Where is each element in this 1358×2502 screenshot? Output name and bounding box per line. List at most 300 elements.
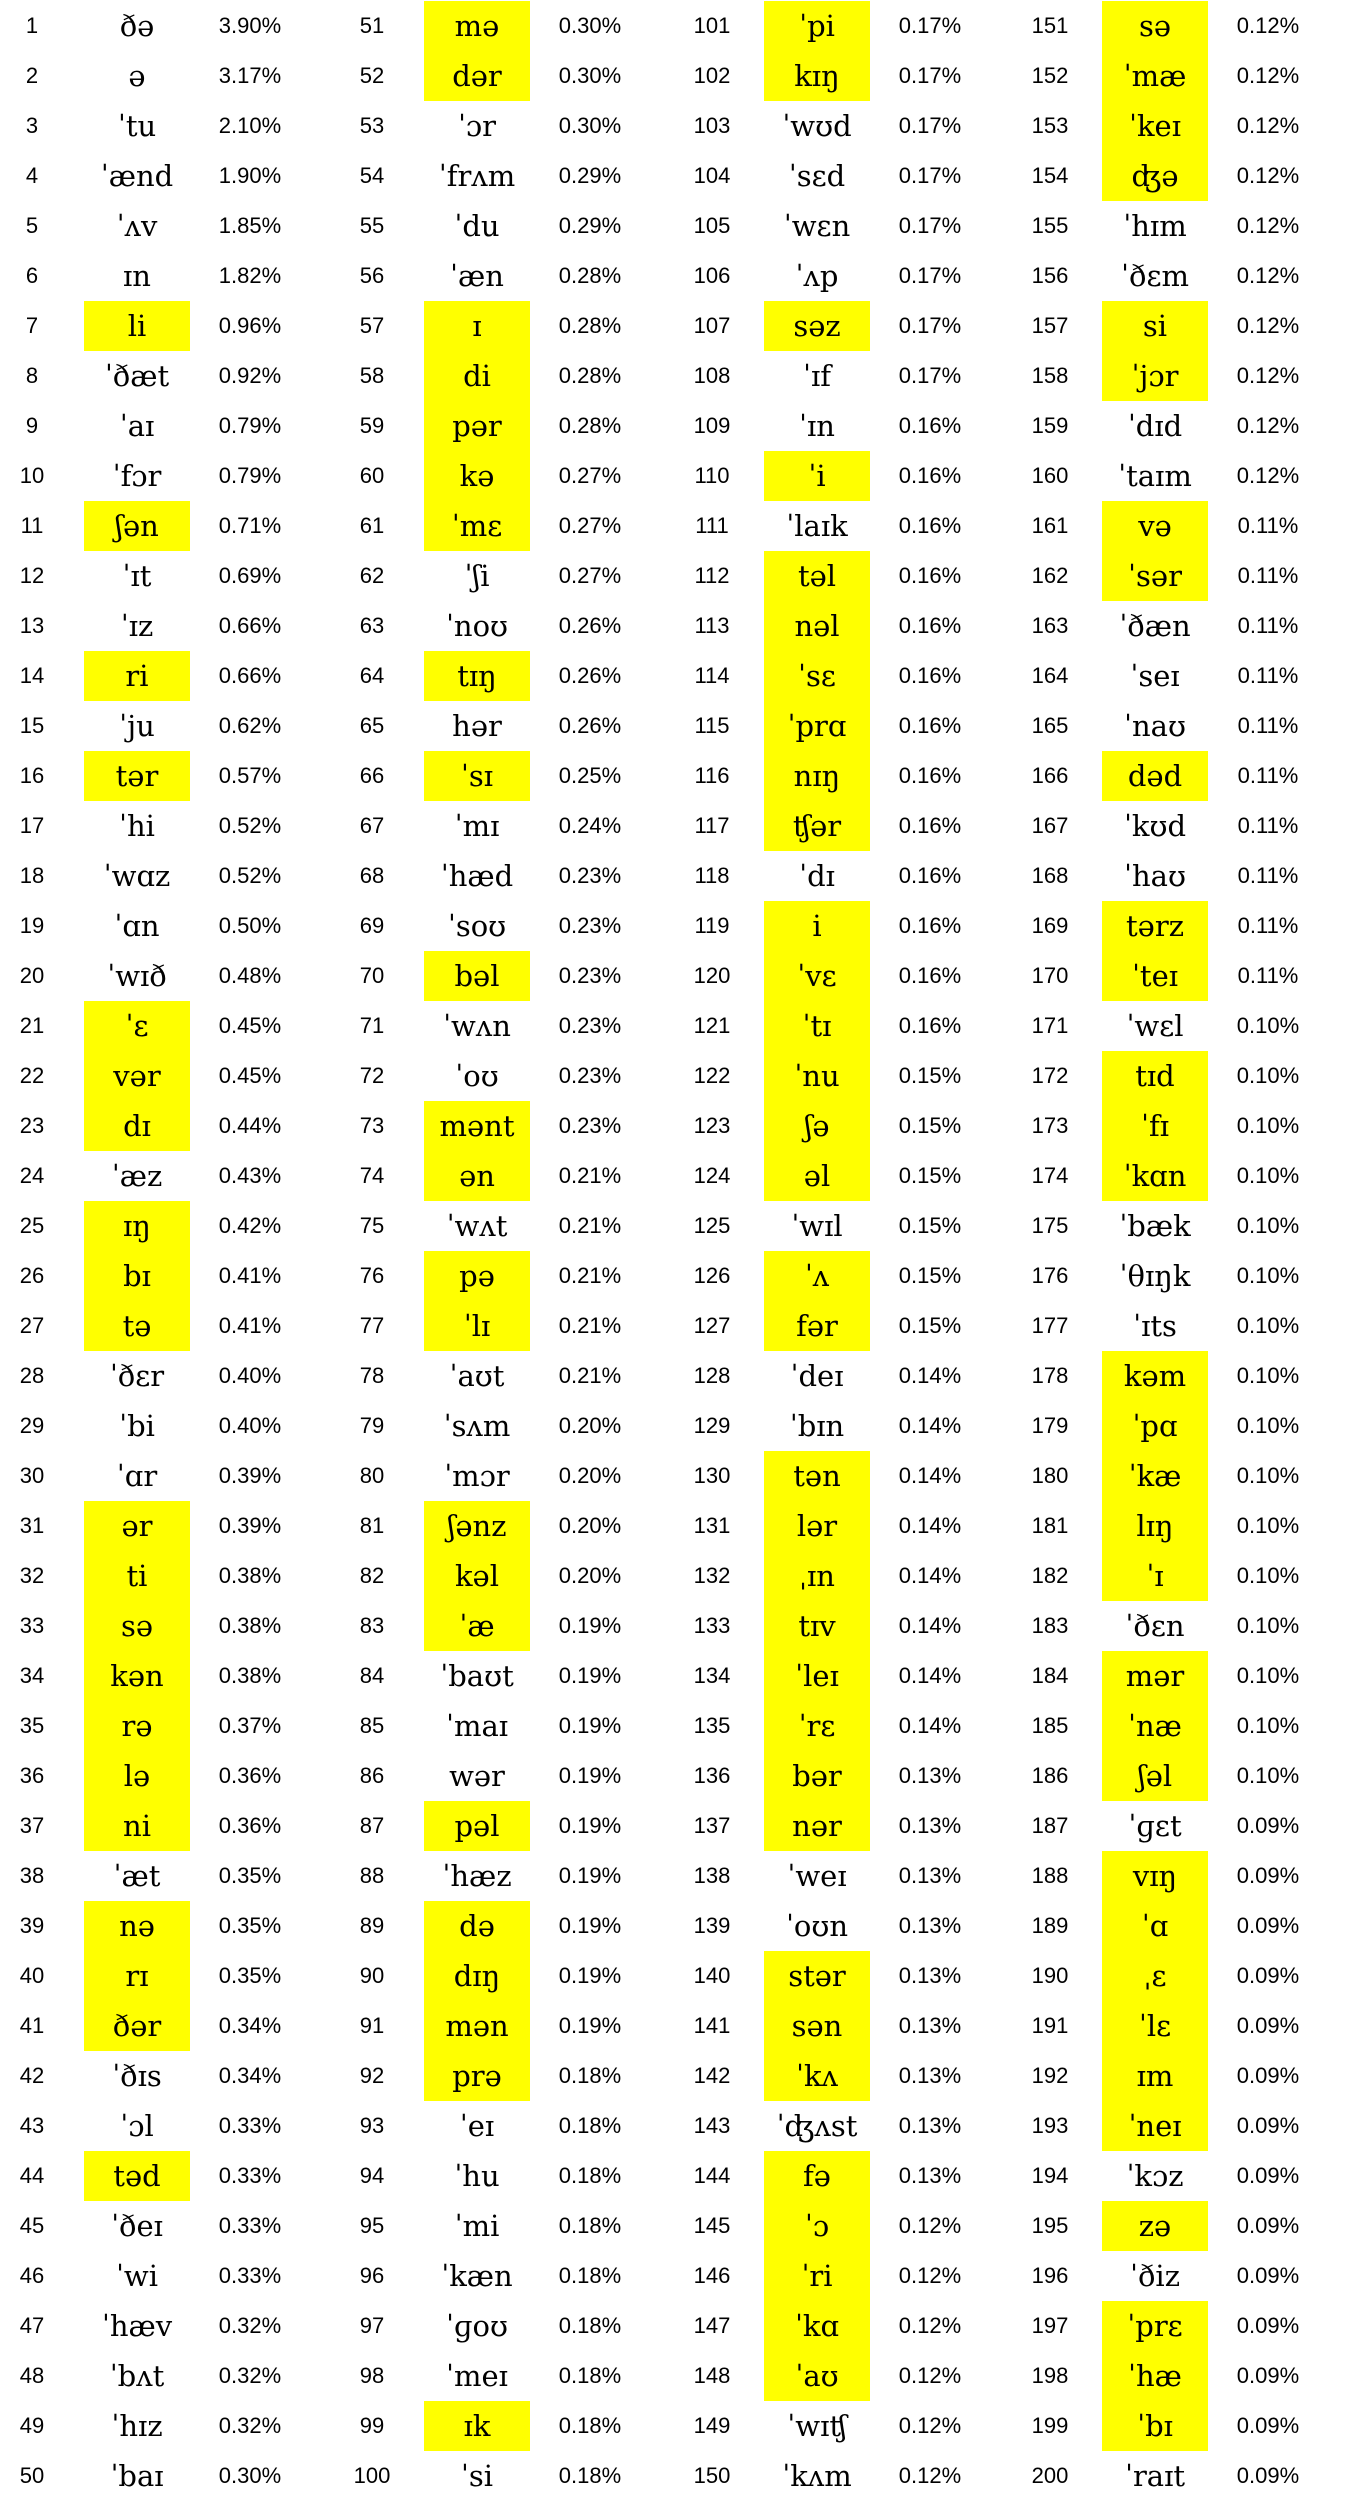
table-row xyxy=(0,1801,330,1851)
syllable-cell-highlighted: ˈri xyxy=(764,2251,870,2301)
percent-cell: 0.11% xyxy=(1237,863,1299,888)
rank-cell: 91 xyxy=(359,2013,385,2038)
syllable-cell-highlighted: nɪŋ xyxy=(764,751,870,801)
syllable-cell: ˈbæk xyxy=(1119,1209,1191,1243)
syllable-cell-highlighted: dəd xyxy=(1102,751,1208,801)
syllable-cell-highlighted: mər xyxy=(1102,1651,1208,1701)
syllable-cell-highlighted: ɪm xyxy=(1102,2051,1208,2101)
syllable-cell: ˈæn xyxy=(450,259,504,293)
percent-cell: 0.45% xyxy=(218,1063,282,1088)
rank-cell: 104 xyxy=(693,163,731,188)
table-row xyxy=(1018,651,1348,701)
syllable-cell-highlighted: ʃə xyxy=(764,1101,870,1151)
percent-cell: 0.12% xyxy=(1236,313,1300,338)
percent-cell: 0.35% xyxy=(218,1913,282,1938)
percent-cell: 0.24% xyxy=(558,813,622,838)
rank-cell: 185 xyxy=(1031,1713,1069,1738)
rank-cell: 45 xyxy=(19,2213,45,2238)
syllable-cell-highlighted: ˈsɪ xyxy=(424,751,530,801)
syllable-cell-highlighted: səz xyxy=(764,301,870,351)
syllable-cell: ˈhɪz xyxy=(111,2409,163,2443)
rank-cell: 161 xyxy=(1031,513,1069,538)
percent-cell: 0.16% xyxy=(898,913,962,938)
syllable-cell-highlighted: ˈmɛ xyxy=(424,501,530,551)
rank-cell: 196 xyxy=(1031,2263,1069,2288)
rank-cell: 189 xyxy=(1031,1913,1069,1938)
rank-cell: 2 xyxy=(25,63,39,88)
table-row xyxy=(1018,2401,1348,2451)
syllable-cell: ˈæt xyxy=(113,1859,161,1893)
rank-cell: 144 xyxy=(693,2163,731,2188)
percent-cell: 0.44% xyxy=(218,1113,282,1138)
table-row xyxy=(340,1851,670,1901)
syllable-cell: ˈmɪ xyxy=(454,809,500,843)
rank-cell: 133 xyxy=(693,1613,731,1638)
table-row xyxy=(0,1401,330,1451)
rank-cell: 145 xyxy=(693,2213,731,2238)
rank-cell: 39 xyxy=(19,1913,45,1938)
table-row xyxy=(340,2001,670,2051)
syllable-cell-highlighted: rə xyxy=(84,1701,190,1751)
table-row xyxy=(1018,1351,1348,1401)
syllable-cell-highlighted: ɪk xyxy=(424,2401,530,2451)
percent-cell: 0.18% xyxy=(558,2413,622,2438)
rank-cell: 74 xyxy=(359,1163,385,1188)
syllable-cell-highlighted: vɪŋ xyxy=(1102,1851,1208,1901)
table-row xyxy=(1018,401,1348,451)
syllable-cell-highlighted: ˈmæ xyxy=(1102,51,1208,101)
table-row xyxy=(680,2451,1010,2501)
syllable-cell: ˈðæt xyxy=(104,359,170,393)
rank-cell: 118 xyxy=(694,863,730,888)
table-row xyxy=(0,601,330,651)
rank-cell: 135 xyxy=(693,1713,731,1738)
syllable-cell-highlighted: ˈrɛ xyxy=(764,1701,870,1751)
percent-cell: 0.12% xyxy=(1236,163,1300,188)
table-row xyxy=(680,1901,1010,1951)
rank-cell: 65 xyxy=(359,713,385,738)
table-row xyxy=(0,2401,330,2451)
table-row xyxy=(340,451,670,501)
percent-cell: 0.09% xyxy=(1236,2413,1300,2438)
rank-cell: 176 xyxy=(1031,1263,1069,1288)
rank-cell: 199 xyxy=(1031,2413,1069,2438)
rank-cell: 43 xyxy=(19,2113,45,2138)
syllable-cell-highlighted: tɪŋ xyxy=(424,651,530,701)
table-row xyxy=(1018,751,1348,801)
rank-cell: 150 xyxy=(693,2463,731,2488)
rank-cell: 113 xyxy=(694,613,730,638)
syllable-cell-highlighted: kɪŋ xyxy=(764,51,870,101)
syllable-cell: ˈðɛm xyxy=(1121,259,1189,293)
table-row xyxy=(1018,951,1348,1001)
table-row xyxy=(680,1301,1010,1351)
table-row xyxy=(680,2151,1010,2201)
syllable-cell-highlighted: mən xyxy=(424,2001,530,2051)
rank-cell: 27 xyxy=(19,1313,45,1338)
table-row xyxy=(1018,2051,1348,2101)
table-row xyxy=(680,501,1010,551)
rank-cell: 70 xyxy=(359,963,385,988)
rank-cell: 46 xyxy=(19,2263,45,2288)
table-row xyxy=(0,1351,330,1401)
rank-cell: 149 xyxy=(693,2413,731,2438)
rank-cell: 84 xyxy=(359,1663,385,1688)
syllable-cell-highlighted: mə xyxy=(424,1,530,51)
percent-cell: 0.23% xyxy=(558,913,622,938)
table-row xyxy=(680,751,1010,801)
rank-cell: 184 xyxy=(1031,1663,1069,1688)
percent-cell: 0.20% xyxy=(558,1563,622,1588)
table-row xyxy=(0,2301,330,2351)
syllable-cell-highlighted: ˈsɛ xyxy=(764,651,870,701)
syllable-cell-highlighted: ʃəl xyxy=(1102,1751,1208,1801)
table-row xyxy=(0,1501,330,1551)
table-row xyxy=(0,2351,330,2401)
syllable-cell-highlighted: mənt xyxy=(424,1101,530,1151)
percent-cell: 0.38% xyxy=(218,1563,282,1588)
percent-cell: 0.28% xyxy=(558,263,622,288)
percent-cell: 3.90% xyxy=(218,13,282,38)
syllable-cell: ˈɪts xyxy=(1133,1309,1177,1343)
percent-cell: 0.28% xyxy=(558,363,622,388)
percent-cell: 0.29% xyxy=(558,213,622,238)
syllable-cell: ˈweɪ xyxy=(787,1859,847,1893)
syllable-cell: ˈwɑz xyxy=(103,859,171,893)
rank-cell: 108 xyxy=(693,363,731,388)
percent-cell: 0.40% xyxy=(218,1413,282,1438)
percent-cell: 0.09% xyxy=(1236,2213,1300,2238)
syllable-cell-highlighted: ˈkɑ xyxy=(764,2301,870,2351)
percent-cell: 0.15% xyxy=(898,1263,962,1288)
syllable-cell-highlighted: ˈɛ xyxy=(84,1001,190,1051)
rank-cell: 37 xyxy=(19,1813,45,1838)
table-row xyxy=(340,1351,670,1401)
percent-cell: 0.16% xyxy=(898,513,962,538)
table-row xyxy=(0,2151,330,2201)
percent-cell: 0.21% xyxy=(558,1363,622,1388)
percent-cell: 0.28% xyxy=(558,413,622,438)
table-row xyxy=(680,1451,1010,1501)
rank-cell: 123 xyxy=(693,1113,731,1138)
rank-cell: 103 xyxy=(693,113,731,138)
table-row xyxy=(1018,1501,1348,1551)
percent-cell: 0.15% xyxy=(898,1063,962,1088)
percent-cell: 0.10% xyxy=(1236,1663,1300,1688)
table-row xyxy=(680,1551,1010,1601)
percent-cell: 0.12% xyxy=(1236,263,1300,288)
syllable-cell: ˈwi xyxy=(115,2259,159,2293)
table-row xyxy=(340,201,670,251)
percent-cell: 0.40% xyxy=(218,1363,282,1388)
percent-cell: 0.11% xyxy=(1237,763,1299,788)
table-row xyxy=(340,2051,670,2101)
syllable-cell: ˈðæn xyxy=(1119,609,1191,643)
syllable-cell: ˈlaɪk xyxy=(786,509,848,543)
rank-cell: 25 xyxy=(19,1213,45,1238)
percent-cell: 0.34% xyxy=(218,2013,282,2038)
table-row xyxy=(680,1851,1010,1901)
rank-cell: 164 xyxy=(1031,663,1069,688)
table-row xyxy=(680,1,1010,51)
syllable-cell: ˈbaɪ xyxy=(110,2459,164,2493)
table-row xyxy=(0,751,330,801)
syllable-cell-highlighted: tərz xyxy=(1102,901,1208,951)
table-row xyxy=(340,701,670,751)
syllable-cell: ˈʃi xyxy=(464,559,490,593)
table-row xyxy=(1018,1801,1348,1851)
percent-cell: 0.12% xyxy=(1236,213,1300,238)
syllable-cell: ˈbaʊt xyxy=(440,1659,514,1693)
rank-cell: 88 xyxy=(359,1863,385,1888)
syllable-cell-highlighted: vər xyxy=(84,1051,190,1101)
table-row xyxy=(1018,51,1348,101)
rank-cell: 55 xyxy=(359,213,385,238)
rank-cell: 157 xyxy=(1031,313,1069,338)
syllable-cell-highlighted: ˈbɪ xyxy=(1102,2401,1208,2451)
syllable-cell: ˈmɔr xyxy=(444,1459,510,1493)
table-row xyxy=(1018,1951,1348,2001)
rank-cell: 138 xyxy=(693,1863,731,1888)
syllable-cell: ˈraɪt xyxy=(1124,2459,1186,2493)
rank-cell: 44 xyxy=(19,2163,45,2188)
percent-cell: 0.19% xyxy=(558,1763,622,1788)
syllable-cell: ˈfɔr xyxy=(112,459,162,493)
percent-cell: 0.12% xyxy=(898,2413,962,2438)
table-row xyxy=(0,351,330,401)
syllable-cell-highlighted: ʧər xyxy=(764,801,870,851)
percent-cell: 0.96% xyxy=(218,313,282,338)
percent-cell: 0.09% xyxy=(1236,2463,1300,2488)
syllable-cell-highlighted: ˈɪ xyxy=(1102,1551,1208,1601)
rank-cell: 47 xyxy=(19,2313,45,2338)
rank-cell: 19 xyxy=(19,913,45,938)
table-row xyxy=(680,2201,1010,2251)
table-row xyxy=(340,1751,670,1801)
syllable-cell: ˈsoʊ xyxy=(447,909,507,943)
percent-cell: 0.09% xyxy=(1236,2263,1300,2288)
percent-cell: 0.18% xyxy=(558,2063,622,2088)
table-row xyxy=(340,1251,670,1301)
percent-cell: 0.19% xyxy=(558,1963,622,1988)
syllable-cell-highlighted: tə xyxy=(84,1301,190,1351)
syllable-cell: ˈhæz xyxy=(442,1859,512,1893)
percent-cell: 0.13% xyxy=(898,2113,962,2138)
syllable-cell-highlighted: əl xyxy=(764,1151,870,1201)
table-row xyxy=(1018,451,1348,501)
table-row xyxy=(1018,2101,1348,2151)
rank-cell: 35 xyxy=(19,1713,45,1738)
percent-cell: 0.23% xyxy=(558,863,622,888)
percent-cell: 0.21% xyxy=(558,1213,622,1238)
syllable-cell-highlighted: ʤə xyxy=(1102,151,1208,201)
rank-cell: 127 xyxy=(693,1313,731,1338)
percent-cell: 0.14% xyxy=(898,1363,962,1388)
percent-cell: 0.19% xyxy=(558,1863,622,1888)
table-row xyxy=(1018,1,1348,51)
syllable-cell-highlighted: ˈæ xyxy=(424,1601,530,1651)
table-row xyxy=(1018,1551,1348,1601)
percent-cell: 0.11% xyxy=(1237,513,1299,538)
rank-cell: 121 xyxy=(693,1013,731,1038)
rank-cell: 30 xyxy=(19,1463,45,1488)
table-row xyxy=(680,1401,1010,1451)
table-row xyxy=(340,1801,670,1851)
rank-cell: 17 xyxy=(19,813,45,838)
syllable-cell-highlighted: ri xyxy=(84,651,190,701)
rank-cell: 193 xyxy=(1031,2113,1069,2138)
percent-cell: 0.43% xyxy=(218,1163,282,1188)
table-row xyxy=(1018,2351,1348,2401)
syllable-cell-highlighted: pə xyxy=(424,1251,530,1301)
syllable-cell: ˈɪf xyxy=(803,359,831,393)
percent-cell: 0.37% xyxy=(218,1713,282,1738)
table-row xyxy=(1018,1101,1348,1151)
percent-cell: 0.15% xyxy=(898,1113,962,1138)
table-row xyxy=(0,451,330,501)
table-row xyxy=(340,601,670,651)
table-row xyxy=(1018,551,1348,601)
rank-cell: 21 xyxy=(19,1013,45,1038)
syllable-cell-highlighted: ˈkʌ xyxy=(764,2051,870,2101)
syllable-cell-highlighted: sə xyxy=(1102,1,1208,51)
syllable-cell-highlighted: i xyxy=(764,901,870,951)
percent-cell: 3.17% xyxy=(218,63,282,88)
syllable-cell-highlighted: ˈfɪ xyxy=(1102,1101,1208,1151)
table-row xyxy=(1018,2001,1348,2051)
syllable-cell: ˈeɪ xyxy=(459,2109,495,2143)
syllable-cell-highlighted: nə xyxy=(84,1901,190,1951)
rank-cell: 139 xyxy=(693,1913,731,1938)
table-row xyxy=(0,1601,330,1651)
table-row xyxy=(1018,1851,1348,1901)
rank-cell: 71 xyxy=(359,1013,385,1038)
rank-cell: 166 xyxy=(1031,763,1069,788)
rank-cell: 8 xyxy=(25,363,39,388)
table-row xyxy=(1018,1451,1348,1501)
rank-cell: 120 xyxy=(693,963,731,988)
rank-cell: 171 xyxy=(1031,1013,1069,1038)
rank-cell: 159 xyxy=(1031,413,1069,438)
syllable-cell: ɪn xyxy=(123,259,151,293)
rank-cell: 11 xyxy=(20,513,44,538)
syllable-cell-highlighted: ˈneɪ xyxy=(1102,2101,1208,2151)
rank-cell: 60 xyxy=(359,463,385,488)
rank-cell: 48 xyxy=(19,2363,45,2388)
rank-cell: 82 xyxy=(359,1563,385,1588)
percent-cell: 0.11% xyxy=(1237,913,1299,938)
table-row xyxy=(0,1051,330,1101)
syllable-cell-highlighted: sə xyxy=(84,1601,190,1651)
rank-cell: 52 xyxy=(359,63,385,88)
syllable-cell: ˈɑr xyxy=(116,1459,158,1493)
percent-cell: 0.18% xyxy=(558,2213,622,2238)
rank-cell: 188 xyxy=(1031,1863,1069,1888)
rank-cell: 109 xyxy=(693,413,731,438)
syllable-cell: ˈɑn xyxy=(114,909,160,943)
syllable-cell: ˈdɪ xyxy=(799,859,835,893)
syllable-cell-highlighted: lɪŋ xyxy=(1102,1501,1208,1551)
percent-cell: 0.10% xyxy=(1236,1563,1300,1588)
rank-cell: 94 xyxy=(359,2163,385,2188)
percent-cell: 0.13% xyxy=(898,1763,962,1788)
syllable-cell: ˈhɪm xyxy=(1123,209,1187,243)
syllable-cell: ˈkʊd xyxy=(1123,809,1187,843)
syllable-cell-highlighted: nər xyxy=(764,1801,870,1851)
syllable-cell-highlighted: tər xyxy=(84,751,190,801)
percent-cell: 0.66% xyxy=(218,663,282,688)
percent-cell: 0.12% xyxy=(898,2313,962,2338)
syllable-cell-highlighted: ɪŋ xyxy=(84,1201,190,1251)
table-row xyxy=(340,1501,670,1551)
syllable-cell: ˈðɪs xyxy=(112,2059,162,2093)
rank-cell: 78 xyxy=(359,1363,385,1388)
table-row xyxy=(340,751,670,801)
table-row xyxy=(0,1651,330,1701)
percent-cell: 0.10% xyxy=(1236,1413,1300,1438)
table-row xyxy=(340,1451,670,1501)
percent-cell: 0.28% xyxy=(558,313,622,338)
syllable-cell: ˈɡɛt xyxy=(1128,1809,1182,1843)
table-row xyxy=(0,2451,330,2501)
percent-cell: 0.11% xyxy=(1237,613,1299,638)
table-row xyxy=(0,701,330,751)
syllable-cell: ˈsɛd xyxy=(788,159,846,193)
rank-cell: 6 xyxy=(25,263,39,288)
rank-cell: 195 xyxy=(1031,2213,1069,2238)
syllable-cell-highlighted: ˈpɑ xyxy=(1102,1401,1208,1451)
rank-cell: 22 xyxy=(19,1063,45,1088)
percent-cell: 0.11% xyxy=(1237,563,1299,588)
percent-cell: 0.09% xyxy=(1236,1913,1300,1938)
table-row xyxy=(340,2151,670,2201)
percent-cell: 0.12% xyxy=(898,2263,962,2288)
rank-cell: 190 xyxy=(1031,1963,1069,1988)
percent-cell: 0.27% xyxy=(558,563,622,588)
percent-cell: 0.33% xyxy=(218,2163,282,2188)
percent-cell: 0.17% xyxy=(898,313,962,338)
syllable-cell-highlighted: ˈi xyxy=(764,451,870,501)
syllable-cell-highlighted: ˈʌ xyxy=(764,1251,870,1301)
table-row xyxy=(0,151,330,201)
table-row xyxy=(340,2251,670,2301)
rank-cell: 50 xyxy=(19,2463,45,2488)
percent-cell: 0.16% xyxy=(898,763,962,788)
rank-cell: 64 xyxy=(359,663,385,688)
table-row xyxy=(680,1951,1010,2001)
table-row xyxy=(340,1701,670,1751)
syllable-cell: ˈwɛn xyxy=(783,209,851,243)
table-row xyxy=(0,1201,330,1251)
percent-cell: 0.12% xyxy=(1236,13,1300,38)
rank-cell: 129 xyxy=(693,1413,731,1438)
percent-cell: 0.26% xyxy=(558,663,622,688)
table-row xyxy=(680,301,1010,351)
table-row xyxy=(340,151,670,201)
table-row xyxy=(680,2251,1010,2301)
table-row xyxy=(1018,201,1348,251)
syllable-cell: ˈfrʌm xyxy=(438,159,516,193)
percent-cell: 0.19% xyxy=(558,1813,622,1838)
rank-cell: 194 xyxy=(1031,2163,1069,2188)
table-row xyxy=(0,1851,330,1901)
rank-cell: 83 xyxy=(359,1613,385,1638)
rank-cell: 142 xyxy=(693,2063,731,2088)
percent-cell: 0.16% xyxy=(898,963,962,988)
syllable-cell-highlighted: ʃən xyxy=(84,501,190,551)
rank-cell: 18 xyxy=(19,863,45,888)
percent-cell: 0.71% xyxy=(218,513,282,538)
